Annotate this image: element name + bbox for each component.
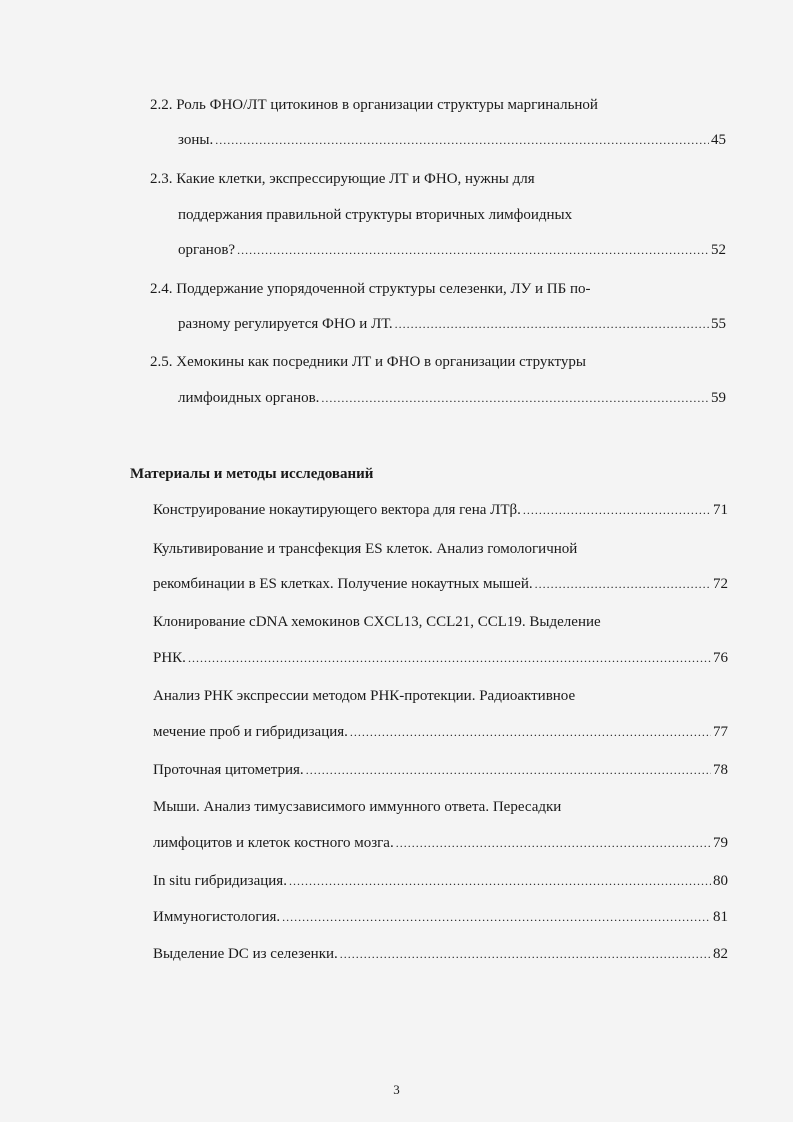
toc-entry-text: лимфоидных органов. [178,390,320,406]
toc-entry-text: органов? [178,242,236,258]
toc-entry-text: Выделение DC из селезенки. [153,946,338,962]
toc-entry-methods-6-line1: Мыши. Анализ тимусзависимого иммунного ответа. Пересадки [153,799,562,815]
toc-entry-2-2-line2 [178,131,726,149]
toc-entry-text: разному регулируется ФНО и ЛТ. [178,316,393,332]
toc-page-number: 72 [713,576,728,592]
toc-page-number: 76 [713,650,728,666]
toc-entry-2-3-line1: 2.3. Какие клетки, экспрессирующие ЛТ и ФНО, нужны для [150,171,535,187]
toc-entry-methods-3-line2 [153,649,728,667]
toc-page-number: 59 [711,390,726,406]
toc-entry-2-2-line1: 2.2. Роль ФНО/ЛТ цитокинов в организации структуры маргинальной [150,97,598,113]
toc-entry-text: РНК. [153,650,186,666]
dot-leader [282,908,711,926]
dot-leader [350,723,711,741]
toc-entry-methods-1 [153,501,728,519]
toc-page-number: 52 [711,242,726,258]
toc-entry-methods-7 [153,872,728,890]
toc-entry-text: Иммуногистология. [153,909,281,925]
toc-entry-2-3-line3 [178,241,726,259]
toc-entry-2-3-line2: поддержания правильной структуры вторичных лимфоидных [178,207,573,223]
toc-entry-methods-8 [153,908,728,926]
toc-entry-methods-2-line1: Культивирование и трансфекция ES клеток. Анализ гомологичной [153,541,578,557]
dot-leader [306,761,711,779]
dot-leader [396,834,711,852]
toc-entry-methods-6-line2 [153,834,728,852]
toc-entry-text: лимфоцитов и клеток костного мозга. [153,835,394,851]
toc-entry-text: Проточная цитометрия. [153,762,304,778]
toc-page-number: 71 [713,502,728,518]
dot-leader [188,649,711,667]
methods-heading: Материалы и методы исследований [130,466,374,482]
toc-entry-methods-2-line2 [153,575,728,593]
dot-leader [321,389,709,407]
toc-entry-text: рекомбинации в ES клетках. Получение нокаутных мышей. [153,576,533,592]
toc-entry-methods-4-line1: Анализ РНК экспрессии методом РНК-протекции. Радиоактивное [153,688,576,704]
toc-entry-2-5-line2 [178,389,726,407]
dot-leader [523,501,711,519]
toc-entry-text: мечение проб и гибридизация. [153,724,348,740]
toc-page-number: 81 [713,909,728,925]
toc-entry-methods-4-line2 [153,723,728,741]
dot-leader [289,872,711,890]
toc-entry-methods-9 [153,945,728,963]
dot-leader [340,945,711,963]
toc-entry-text: зоны. [178,132,214,148]
dot-leader [215,131,709,149]
toc-page-number: 78 [713,762,728,778]
toc-page-number: 82 [713,946,728,962]
toc-page-number: 79 [713,835,728,851]
toc-entry-methods-3-line1: Клонирование cDNA хемокинов CXCL13, CCL21, CCL19. Выделение [153,614,601,630]
toc-entry-text: In situ гибридизация. [153,873,287,889]
toc-entry-2-5-line1: 2.5. Хемокины как посредники ЛТ и ФНО в организации структуры [150,354,586,370]
toc-entry-methods-5 [153,761,728,779]
toc-entry-text: Конструирование нокаутирующего вектора для гена ЛТβ. [153,502,521,518]
dot-leader [237,241,709,259]
toc-entry-2-4-line1: 2.4. Поддержание упорядоченной структуры селезенки, ЛУ и ПБ по- [150,281,591,297]
dot-leader [395,315,709,333]
toc-page-number: 45 [711,132,726,148]
toc-page-number: 80 [713,873,728,889]
toc-page-number: 77 [713,724,728,740]
page-number: 3 [393,1082,400,1097]
toc-entry-2-4-line2 [178,315,726,333]
dot-leader [535,575,711,593]
toc-page-number: 55 [711,316,726,332]
